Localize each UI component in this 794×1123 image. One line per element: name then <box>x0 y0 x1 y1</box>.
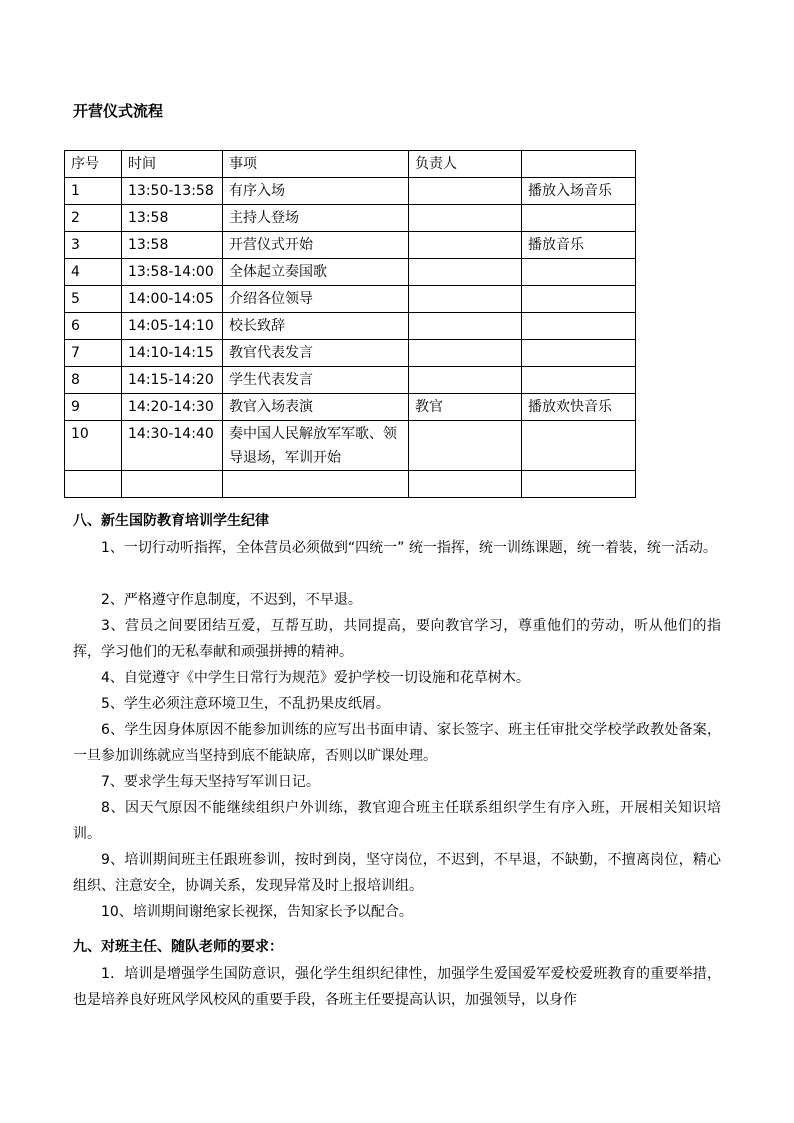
table-row <box>65 286 636 313</box>
table-cell: 有序入场 <box>223 178 409 205</box>
table-cell: 13:50-13:58 <box>122 178 223 205</box>
rule-paragraph: 3、营员之间要团结互爱，互帮互助，共同提高，要向教官学习，尊重他们的劳动，听从他们的指挥，学习他们的无私奉献和顽强拼搏的精神。 <box>73 618 721 660</box>
table-header-row <box>65 151 636 178</box>
table-row <box>65 471 636 498</box>
table-cell <box>409 205 522 232</box>
table-cell: 1 <box>65 178 122 205</box>
table-cell: 播放入场音乐 <box>522 178 636 205</box>
table-cell <box>522 205 636 232</box>
table-cell <box>522 259 636 286</box>
table-cell: 14:15-14:20 <box>122 367 223 394</box>
table-cell: 5 <box>65 286 122 313</box>
table-cell: 教官代表发言 <box>223 340 409 367</box>
table-cell: 13:58 <box>122 205 223 232</box>
table-cell: 奏中国人民解放军军歌、领导退场，军训开始 <box>223 421 409 471</box>
header-cell: 事项 <box>223 151 409 178</box>
table-cell: 7 <box>65 340 122 367</box>
table-cell: 学生代表发言 <box>223 367 409 394</box>
table-cell: 校长致辞 <box>223 313 409 340</box>
rule-paragraph: 4、自觉遵守《中学生日常行为规范》爱护学校一切设施和花草树木。 <box>101 670 530 686</box>
table-cell <box>409 313 522 340</box>
table-cell: 14:05-14:10 <box>122 313 223 340</box>
table-cell <box>522 421 636 471</box>
rule-paragraph: 7、要求学生每天坚持写军训日记。 <box>101 774 320 790</box>
table-cell: 8 <box>65 367 122 394</box>
table-cell <box>409 259 522 286</box>
table-cell <box>409 421 522 471</box>
table-cell <box>409 471 522 498</box>
table-row <box>65 313 636 340</box>
table-cell: 3 <box>65 232 122 259</box>
table-cell: 主持人登场 <box>223 205 409 232</box>
rule-paragraph: 2、严格遵守作息制度，不迟到，不早退。 <box>101 592 362 608</box>
page-title: 开营仪式流程 <box>73 102 164 120</box>
table-cell <box>522 340 636 367</box>
table-row <box>65 340 636 367</box>
rule-paragraph: 1、一切行动听指挥，全体营员必须做到“四统一” 统一指挥，统一训练课题，统一着装，统一活动。 <box>101 540 717 556</box>
table-cell <box>409 232 522 259</box>
table-row <box>65 232 636 259</box>
table-row <box>65 259 636 286</box>
table-cell: 教官入场表演 <box>223 394 409 421</box>
rule-paragraph: 6、学生因身体原因不能参加训练的应写出书面申请、家长签字、班主任审批交学校学政教处备案，一旦参加训练就应当坚持到底不能缺席，否则以旷课处理。 <box>73 722 721 764</box>
table-row <box>65 367 636 394</box>
header-cell: 负责人 <box>409 151 522 178</box>
table-cell: 14:30-14:40 <box>122 421 223 471</box>
section-heading-teacher-requirements: 九、对班主任、随队老师的要求： <box>73 939 283 955</box>
section-heading-discipline: 八、新生国防教育培训学生纪律 <box>73 513 269 529</box>
requirement-paragraph: 1．培训是增强学生国防意识，强化学生组织纪律性，加强学生爱国爱军爱校爱班教育的重要举措，也是培养良好班风学风校风的重要手段，各班主任要提高认识，加强领导，以身作 <box>73 966 721 1008</box>
table-cell <box>223 471 409 498</box>
table-cell <box>409 286 522 313</box>
rule-paragraph: 10、培训期间谢绝家长视探，告知家长予以配合。 <box>101 904 413 920</box>
table-row <box>65 178 636 205</box>
table-cell <box>522 471 636 498</box>
table-cell: 全体起立奏国歌 <box>223 259 409 286</box>
table-cell <box>122 471 223 498</box>
rule-paragraph: 5、学生必须注意环境卫生，不乱扔果皮纸屑。 <box>101 696 390 712</box>
table-cell: 4 <box>65 259 122 286</box>
table-cell <box>65 471 122 498</box>
header-cell: 序号 <box>65 151 122 178</box>
table-cell <box>522 367 636 394</box>
table-cell <box>409 367 522 394</box>
table-cell: 9 <box>65 394 122 421</box>
rule-paragraph: 9、培训期间班主任跟班参训，按时到岗，坚守岗位，不迟到，不早退，不缺勤，不擅离岗位，精心组织、注意安全，协调关系，发现异常及时上报培训组。 <box>73 852 721 894</box>
table-cell: 介绍各位领导 <box>223 286 409 313</box>
table-row <box>65 421 636 471</box>
table-cell: 6 <box>65 313 122 340</box>
table-cell: 13:58 <box>122 232 223 259</box>
table-cell: 开营仪式开始 <box>223 232 409 259</box>
table-row <box>65 205 636 232</box>
header-cell: 时间 <box>122 151 223 178</box>
table-cell: 14:00-14:05 <box>122 286 223 313</box>
table-cell <box>409 178 522 205</box>
table-cell: 播放音乐 <box>522 232 636 259</box>
table-cell: 13:58-14:00 <box>122 259 223 286</box>
table-cell: 14:20-14:30 <box>122 394 223 421</box>
table-cell <box>522 286 636 313</box>
table-cell: 14:10-14:15 <box>122 340 223 367</box>
header-cell <box>522 151 636 178</box>
table-cell: 10 <box>65 421 122 471</box>
table-cell <box>522 313 636 340</box>
schedule-table <box>64 150 636 498</box>
table-row <box>65 394 636 421</box>
table-cell: 播放欢快音乐 <box>522 394 636 421</box>
table-cell: 教官 <box>409 394 522 421</box>
table-cell: 2 <box>65 205 122 232</box>
rule-paragraph: 8、因天气原因不能继续组织户外训练，教官迎合班主任联系组织学生有序入班，开展相关知识培训。 <box>73 800 721 842</box>
table-cell <box>409 340 522 367</box>
